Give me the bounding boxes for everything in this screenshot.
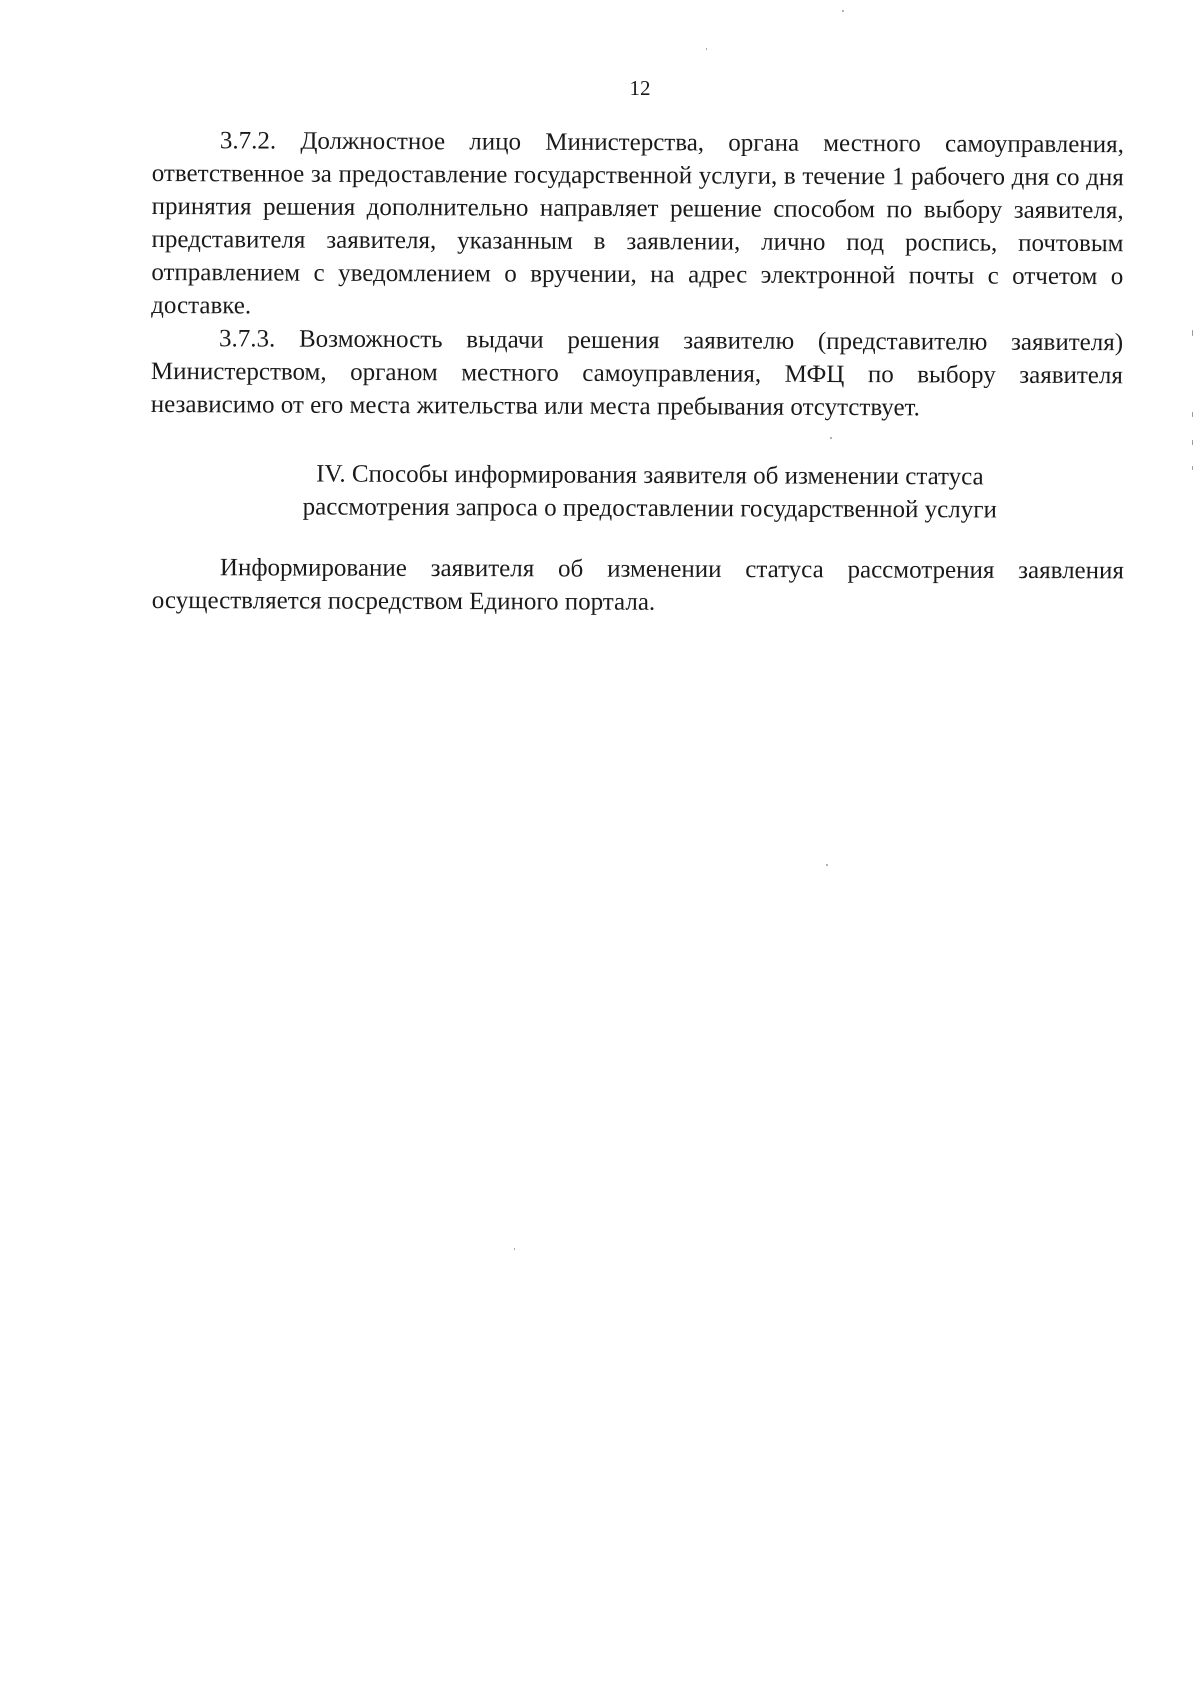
scan-speck <box>706 48 707 50</box>
body-text-bottom <box>152 551 1124 620</box>
scan-speck <box>842 10 844 12</box>
paragraph-informing: Информирование заявителя об изменении статуса рассмотрения заявления осуществляется посредством Единого портала. <box>151 554 1124 616</box>
scan-speck <box>826 864 828 866</box>
scan-speck <box>830 437 832 439</box>
page-number: 12 <box>629 76 651 100</box>
paragraph-3-7-3: 3.7.3. Возможность выдачи решения заявителю (представителю заявителя) Министерством, органом местного самоуправления, МФЦ по выбору заявителя независимо от его места жительства или места пребывания отсутствует. <box>150 325 1124 422</box>
paragraph-3-7-2: 3.7.2. Должностное лицо Министерства, органа местного самоуправления, ответственное за предоставление государственной услуги, в течение 1 рабочего дня со дня принятия решения дополнительно направляет решение способом по выбору заявителя, представителя заявителя, указанным в заявлении, лично под роспись, почтовым отправлением с уведомлением о вручении, на адрес электронной почты с отчетом о доставке. <box>151 127 1124 320</box>
body-text-top <box>151 124 1124 425</box>
scan-edge-mark <box>1192 440 1193 445</box>
scan-edge-mark <box>1192 466 1193 470</box>
section-heading-line-1: IV. Способы информирования заявителя об изменении статуса <box>316 460 984 491</box>
scan-edge-mark <box>1192 412 1193 417</box>
scan-speck <box>514 1248 515 1250</box>
section-heading-line-2: рассмотрения запроса о предоставлении государственной услуги <box>302 493 997 524</box>
scan-edge-mark <box>1192 330 1193 336</box>
section-heading <box>200 457 1100 527</box>
